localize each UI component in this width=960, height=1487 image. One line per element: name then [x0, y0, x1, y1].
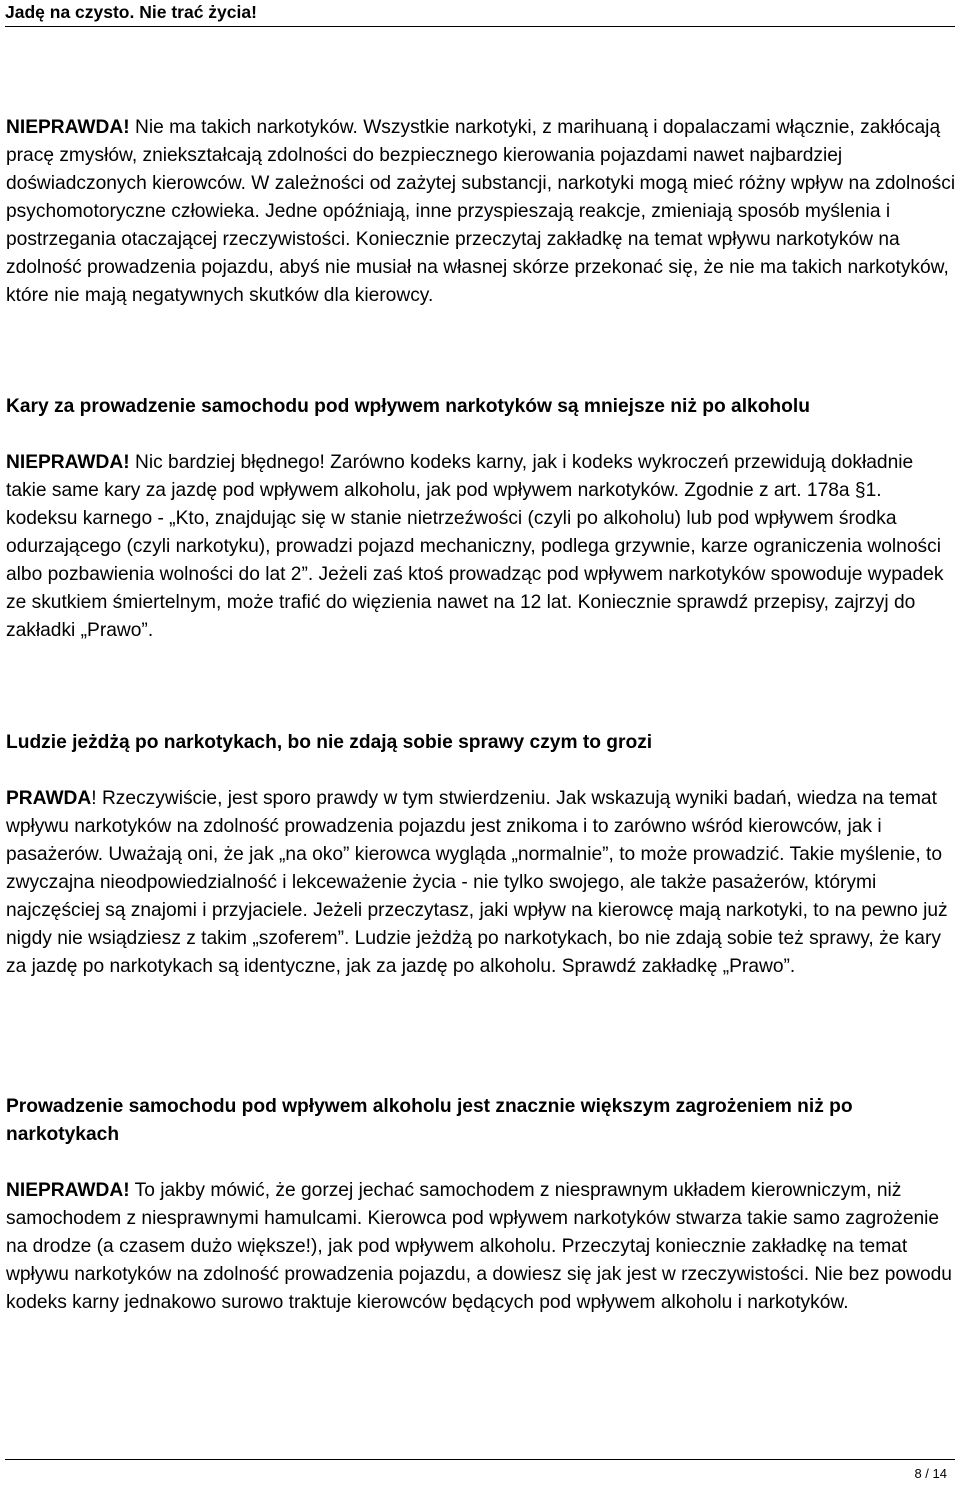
section-myth-alcohol-worse: [6, 1093, 958, 1317]
paragraph: [6, 1177, 958, 1317]
section-heading: Kary za prowadzenie samochodu pod wpływem narkotyków są mniejsze niż po alkoholu: [6, 396, 810, 417]
paragraph-text: Nic bardziej błędnego! Zarówno kodeks karny, jak i kodeks wykroczeń przewidują dokładnie takie same kary za jazdę pod wpływem alkoholu, jak pod wpływem narkotyków. Zgodnie z art. 178a §1. kodeksu karnego - „Kto, znajdując się w stanie nietrzeźwości (czyli po alkoholu) lub pod wpływem środka odurzającego (czyli narkotyku), prowadzi pojazd mechaniczny, podlega grzywnie, karze ograniczenia wolności albo pozbawienia wolności do lat 2”. Jeżeli zaś ktoś prowadząc pod wpływem narkotyków spowoduje wypadek ze skutkiem śmiertelnym, może trafić do więzienia nawet na 12 lat. Koniecznie sprawdź przepisy, zajrzyj do zakładki „Prawo”.: [6, 452, 944, 641]
paragraph-text: ! Rzeczywiście, jest sporo prawdy w tym stwierdzeniu. Jak wskazują wyniki badań, wiedza na temat wpływu narkotyków na zdolność prowadzenia pojazdu jest znikoma i to zarówno wśród kierowców, jak i pasażerów. Uważają oni, że jak „na oko” kierowca wygląda „normalnie”, to może prowadzić. Takie myślenie, to zwyczajna nieodpowiedzialność i lekceważenie życia - nie tylko swojego, ale także pasażerów, którymi najczęściej są znajomi i przyjaciele. Jeżeli przeczytasz, jaki wpływ na kierowcę mają narkotyki, to na pewno już nigdy nie wsiądziesz z takim „szoferem”. Ludzie jeżdżą po narkotykach, bo nie zdają sobie też sprawy, że kary za jazdę po narkotykach są identyczne, jak za jazdę po alkoholu. Sprawdź zakładkę „Prawo”.: [6, 788, 948, 977]
section-heading: Prowadzenie samochodu pod wpływem alkoholu jest znacznie większym zagrożeniem niż po narkotykach: [6, 1096, 853, 1145]
verdict-label: NIEPRAWDA!: [6, 452, 130, 473]
section-myth-penalties: [6, 393, 958, 645]
section-myth-awareness: [6, 729, 958, 981]
verdict-label: NIEPRAWDA!: [6, 1180, 130, 1201]
verdict-label: PRAWDA: [6, 788, 92, 809]
section-myth-no-safe-drugs: [6, 114, 958, 310]
page-header: [5, 0, 955, 27]
page-title: Jadę na czysto. Nie trać życia!: [5, 2, 257, 22]
paragraph-text: Nie ma takich narkotyków. Wszystkie narkotyki, z marihuaną i dopalaczami włącznie, zakłócają pracę zmysłów, zniekształcają zdolności do bezpiecznego kierowania pojazdami nawet najbardziej doświadczonych kierowców. W zależności od zażytej substancji, narkotyki mogą mieć różny wpływ na zdolności psychomotoryczne człowieka. Jedne opóźniają, inne przyspieszają reakcje, zmieniają sposób myślenia i postrzegania otaczającej rzeczywistości. Koniecznie przeczytaj zakładkę na temat wpływu narkotyków na zdolność prowadzenia pojazdu, abyś nie musiał na własnej skórze przekonać się, że nie ma takich narkotyków, które nie mają negatywnych skutków dla kierowcy.: [6, 117, 956, 306]
paragraph: [6, 449, 958, 645]
section-heading: Ludzie jeżdżą po narkotykach, bo nie zdają sobie sprawy czym to grozi: [6, 732, 653, 753]
verdict-label: NIEPRAWDA!: [6, 117, 130, 138]
page-number: 8 / 14: [914, 1466, 947, 1481]
page-footer: [5, 1459, 955, 1481]
paragraph: [6, 785, 958, 981]
paragraph: [6, 114, 958, 310]
paragraph-text: To jakby mówić, że gorzej jechać samochodem z niesprawnym układem kierowniczym, niż samochodem z niesprawnymi hamulcami. Kierowca pod wpływem narkotyków stwarza takie samo zagrożenie na drodze (a czasem dużo większe!), jak pod wpływem alkoholu. Przeczytaj koniecznie zakładkę na temat wpływu narkotyków na zdolność prowadzenia pojazdu, a dowiesz się jak jest w rzeczywistości. Nie bez powodu kodeks karny jednakowo surowo traktuje kierowców będących pod wpływem alkoholu i narkotyków.: [6, 1180, 952, 1313]
